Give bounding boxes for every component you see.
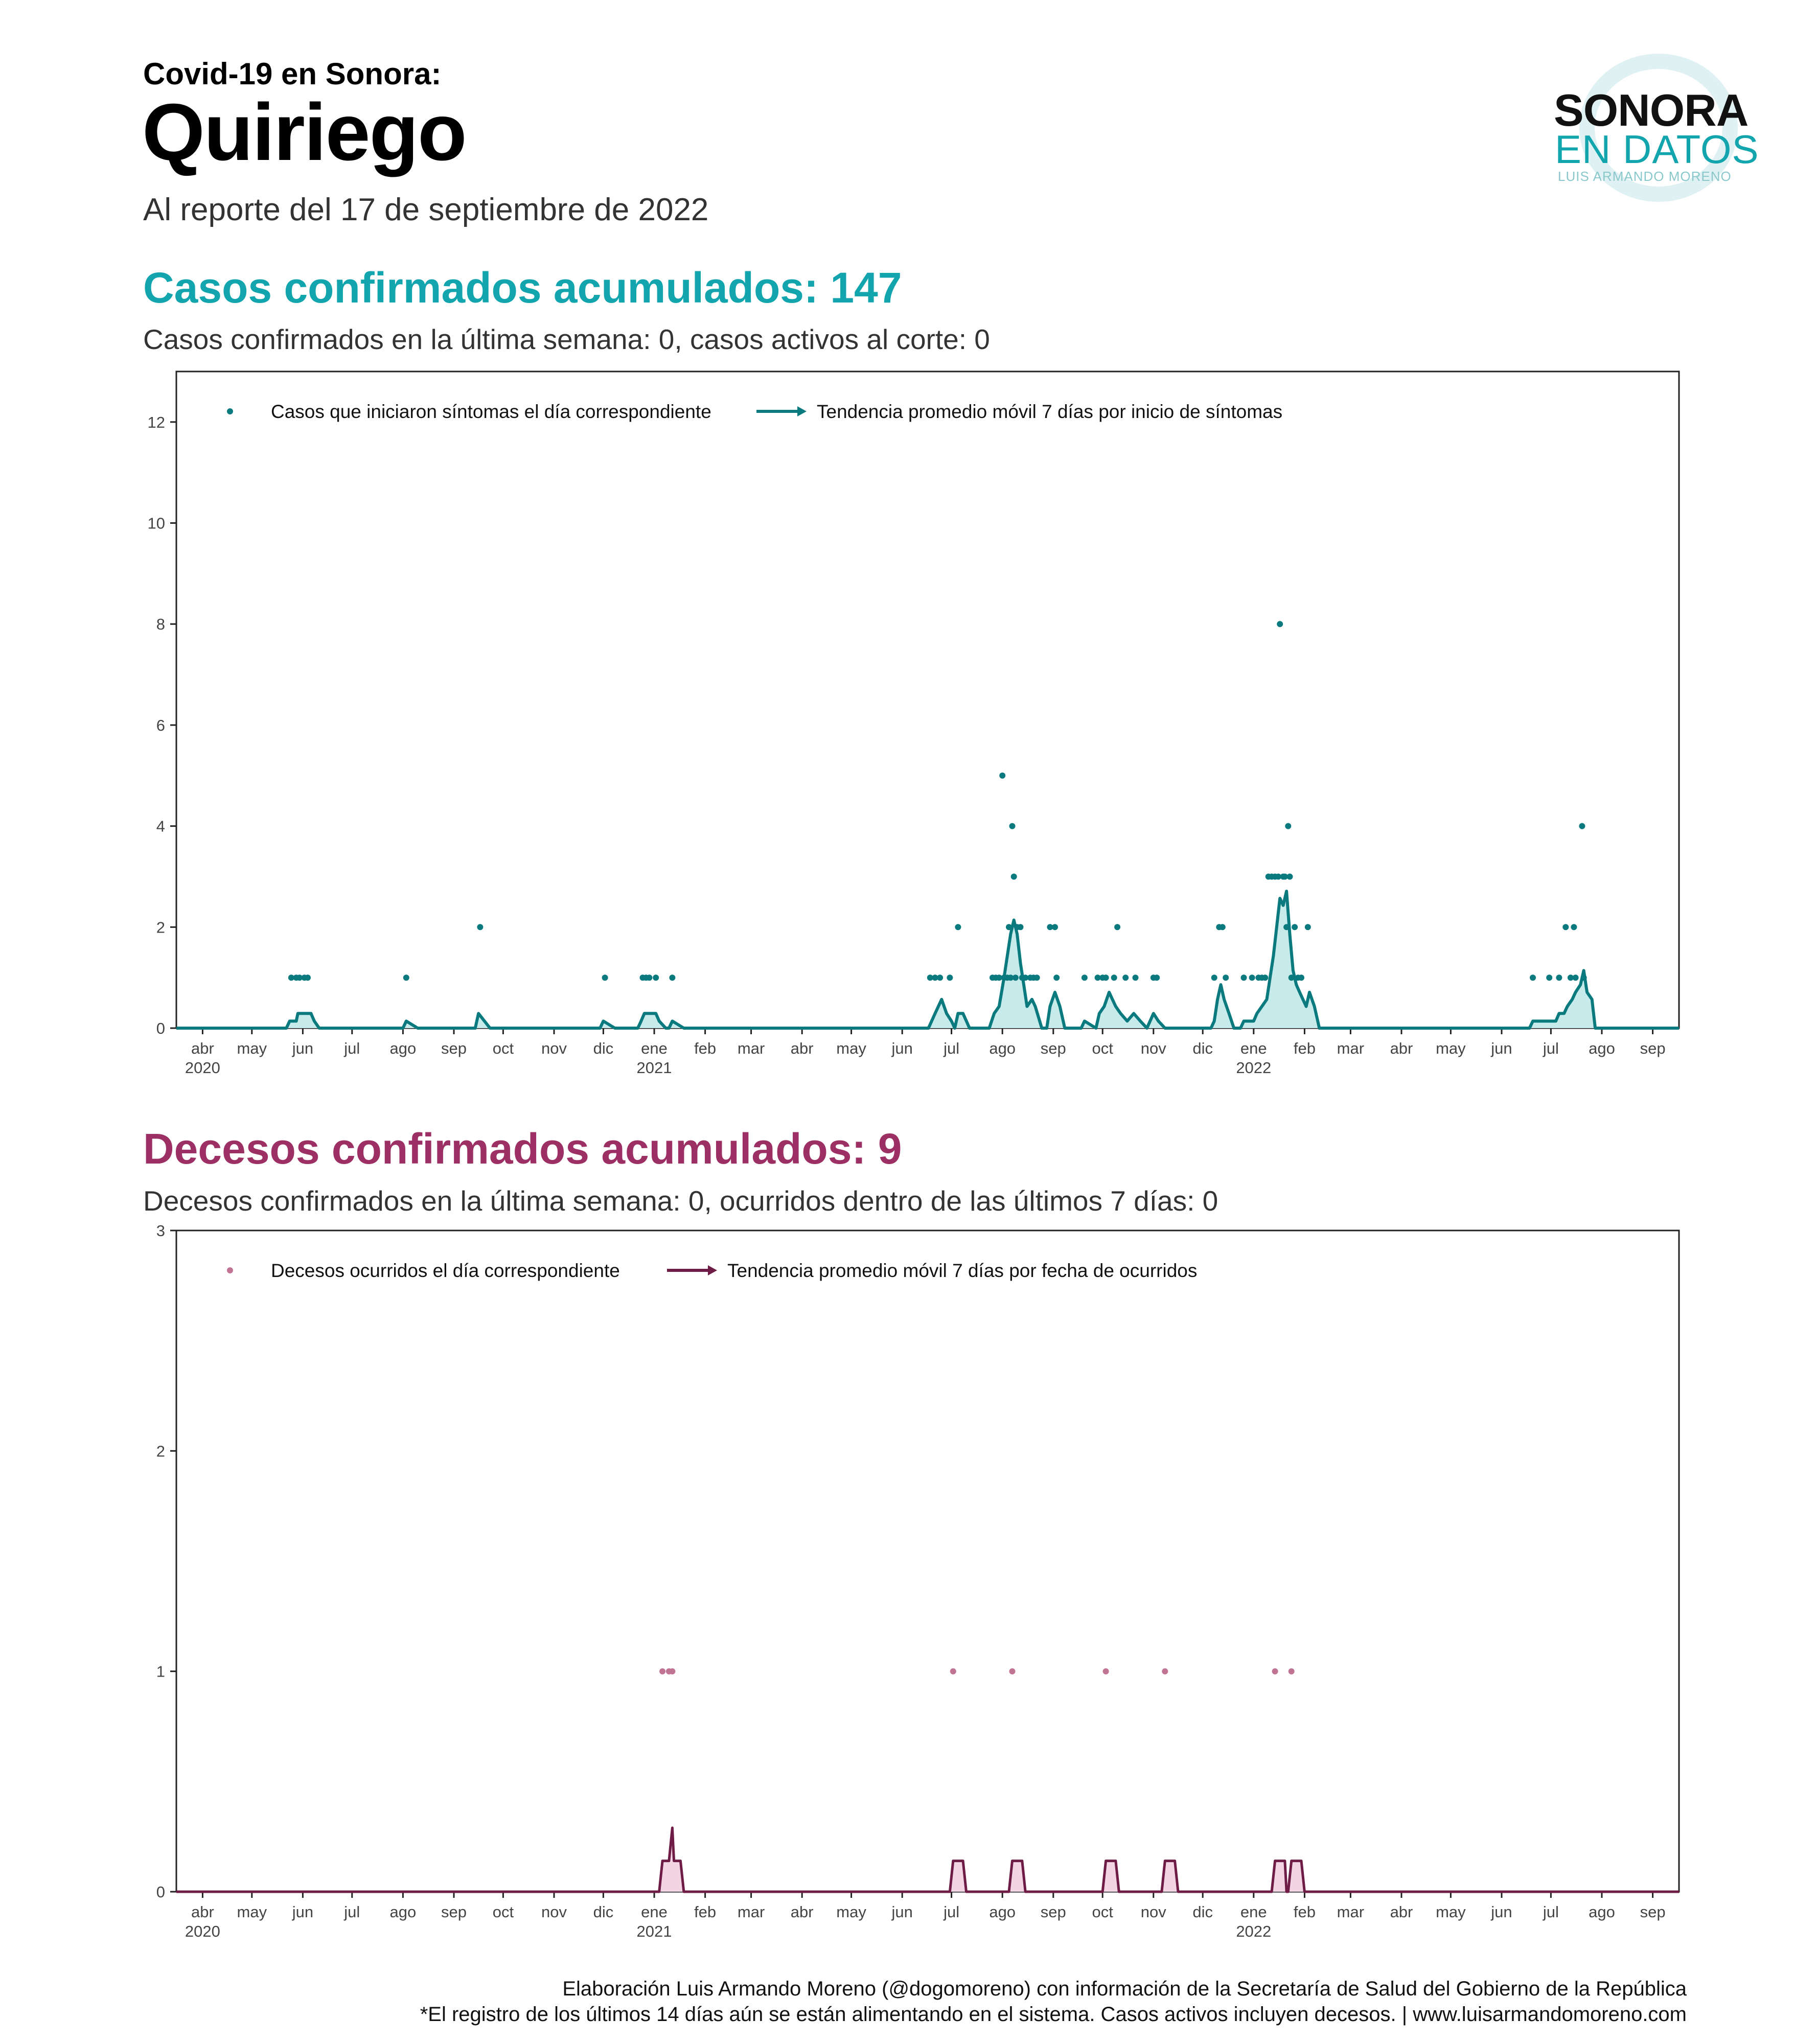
data-point <box>1581 974 1587 981</box>
data-point <box>1154 974 1160 981</box>
deaths-chart <box>0 1216 1817 1952</box>
x-tick-label: jun <box>292 1903 314 1921</box>
data-point <box>1009 1668 1016 1675</box>
x-tick-label: oct <box>1092 1039 1113 1057</box>
x-tick-label: jul <box>944 1903 960 1921</box>
x-tick-label: nov <box>1140 1039 1166 1057</box>
x-tick-label: ago <box>989 1903 1016 1921</box>
x-tick-label: feb <box>1293 1039 1316 1057</box>
report-date: Al reporte del 17 de septiembre de 2022 <box>143 192 709 227</box>
data-point <box>1052 924 1058 930</box>
x-tick-label: jul <box>944 1039 960 1057</box>
data-point <box>1133 974 1139 981</box>
deaths-heading: Decesos confirmados acumulados: 9 <box>143 1125 902 1173</box>
x-tick-label: ene <box>641 1039 668 1057</box>
x-tick-label: jul <box>344 1903 360 1921</box>
data-point <box>1241 974 1247 981</box>
data-point <box>1053 974 1060 981</box>
y-tick-label: 0 <box>156 1883 165 1901</box>
y-tick-label: 1 <box>156 1662 165 1681</box>
data-point <box>1571 924 1577 930</box>
trend-area <box>176 1828 1679 1892</box>
x-tick-label: may <box>1436 1903 1466 1921</box>
x-tick-label: ago <box>389 1903 417 1921</box>
logo-line-2: EN DATOS <box>1555 127 1759 172</box>
x-tick-label: mar <box>737 1903 765 1921</box>
data-point <box>955 924 961 930</box>
x-tick-label: mar <box>1337 1039 1365 1057</box>
legend-point-icon <box>227 1267 233 1273</box>
data-point <box>1211 974 1217 981</box>
x-tick-label: feb <box>694 1039 717 1057</box>
x-tick-label: jun <box>1491 1903 1512 1921</box>
data-point <box>1556 974 1562 981</box>
data-point <box>669 1668 675 1675</box>
x-tick-label: oct <box>1092 1903 1113 1921</box>
data-point <box>1292 924 1298 930</box>
trend-area <box>176 891 1679 1028</box>
x-tick-label: dic <box>1192 1039 1213 1057</box>
x-tick-label: may <box>836 1903 866 1921</box>
plot-frame <box>176 371 1679 1028</box>
data-point <box>1277 621 1283 627</box>
data-point <box>653 974 659 981</box>
y-tick-label: 2 <box>156 1442 165 1460</box>
data-point <box>1009 823 1016 829</box>
x-tick-label: may <box>237 1039 267 1057</box>
data-point <box>1562 924 1569 930</box>
x-tick-label: may <box>836 1039 866 1057</box>
x-tick-label: mar <box>1337 1903 1365 1921</box>
data-point <box>1289 1668 1295 1675</box>
x-tick-label: sep <box>441 1903 467 1921</box>
x-tick-label: feb <box>694 1903 717 1921</box>
data-point <box>1220 924 1226 930</box>
legend-line-label: Tendencia promedio móvil 7 días por inicio de síntomas <box>817 401 1283 422</box>
logo-line-1: SONORA <box>1554 85 1749 135</box>
x-tick-label: abr <box>191 1903 214 1921</box>
x-tick-year-label: 2022 <box>1236 1922 1272 1940</box>
data-point <box>305 974 311 981</box>
y-tick-label: 4 <box>156 817 165 835</box>
data-point <box>669 974 675 981</box>
data-point <box>1262 974 1268 981</box>
x-tick-label: may <box>1436 1039 1466 1057</box>
x-tick-year-label: 2021 <box>636 1059 672 1077</box>
x-tick-label: ago <box>1589 1903 1615 1921</box>
x-tick-label: nov <box>541 1039 567 1057</box>
data-point <box>1272 1668 1278 1675</box>
trend-line <box>176 1828 1679 1892</box>
x-tick-label: oct <box>492 1903 514 1921</box>
x-tick-label: may <box>237 1903 267 1921</box>
x-tick-label: jul <box>1543 1903 1559 1921</box>
legend-arrow-icon <box>708 1265 717 1275</box>
y-tick-label: 0 <box>156 1019 165 1037</box>
legend-points-label: Decesos ocurridos el día correspondiente <box>271 1260 620 1281</box>
data-point <box>1223 974 1229 981</box>
data-point <box>1013 974 1019 981</box>
data-point <box>1034 974 1040 981</box>
x-tick-label: dic <box>593 1903 614 1921</box>
footer-note: *El registro de los últimos 14 días aún se están alimentando en el sistema. Casos activos incluyen decesos. | www.luisarmandomoreno.com <box>420 2003 1687 2026</box>
x-tick-label: ago <box>989 1039 1016 1057</box>
data-point <box>1162 1668 1168 1675</box>
x-tick-label: jun <box>292 1039 314 1057</box>
data-point <box>1082 974 1088 981</box>
deaths-subheading: Decesos confirmados en la última semana: 0, ocurridos dentro de las últimos 7 días: 0 <box>143 1185 1218 1217</box>
data-point <box>999 773 1005 779</box>
data-point <box>1011 874 1017 880</box>
data-point <box>1289 974 1295 981</box>
data-point <box>937 974 943 981</box>
data-point <box>646 974 652 981</box>
logo-line-3: LUIS ARMANDO MORENO <box>1558 169 1732 184</box>
data-point <box>403 974 409 981</box>
x-tick-label: dic <box>1192 1903 1213 1921</box>
x-tick-year-label: 2020 <box>185 1922 220 1940</box>
data-point <box>1111 974 1117 981</box>
data-point <box>1285 823 1291 829</box>
data-point <box>1573 974 1579 981</box>
data-point <box>950 1668 956 1675</box>
x-tick-label: abr <box>1390 1039 1413 1057</box>
data-point <box>602 974 608 981</box>
cases-subheading: Casos confirmados en la última semana: 0, casos activos al corte: 0 <box>143 323 990 355</box>
y-tick-label: 2 <box>156 918 165 937</box>
data-point <box>1283 924 1290 930</box>
cases-heading: Casos confirmados acumulados: 147 <box>143 264 902 312</box>
trend-line <box>176 891 1679 1028</box>
data-point <box>1287 874 1293 880</box>
plot-frame <box>176 1230 1679 1892</box>
legend-points-label: Casos que iniciaron síntomas el día correspondiente <box>271 401 711 422</box>
y-tick-label: 3 <box>156 1222 165 1240</box>
x-tick-label: ene <box>1240 1903 1267 1921</box>
x-tick-label: ago <box>389 1039 417 1057</box>
data-point <box>1114 924 1120 930</box>
legend-line-label: Tendencia promedio móvil 7 días por fecha de ocurridos <box>727 1260 1198 1281</box>
x-tick-label: jun <box>891 1903 913 1921</box>
x-tick-label: ene <box>1240 1039 1267 1057</box>
data-point <box>1530 974 1536 981</box>
x-tick-label: sep <box>1640 1903 1666 1921</box>
x-tick-label: ago <box>1589 1039 1615 1057</box>
page-title: Quiriego <box>142 87 466 177</box>
x-tick-label: jun <box>1491 1039 1512 1057</box>
x-tick-label: dic <box>593 1039 614 1057</box>
data-point <box>1305 924 1311 930</box>
y-tick-label: 10 <box>147 514 165 532</box>
x-tick-year-label: 2020 <box>185 1059 220 1077</box>
data-point <box>1103 1668 1109 1675</box>
x-tick-label: oct <box>492 1039 514 1057</box>
data-point <box>477 924 483 930</box>
x-tick-label: ene <box>641 1903 668 1921</box>
data-point <box>1018 924 1024 930</box>
sonora-en-datos-logo <box>1549 43 1759 207</box>
data-point <box>1546 974 1552 981</box>
x-tick-label: feb <box>1293 1903 1316 1921</box>
x-tick-label: abr <box>790 1039 814 1057</box>
x-tick-year-label: 2021 <box>636 1922 672 1940</box>
page-pretitle: Covid-19 en Sonora: <box>143 57 442 91</box>
x-tick-label: nov <box>541 1903 567 1921</box>
x-tick-year-label: 2022 <box>1236 1059 1272 1077</box>
data-point <box>1006 924 1012 930</box>
x-tick-label: nov <box>1140 1903 1166 1921</box>
x-tick-label: abr <box>790 1903 814 1921</box>
x-tick-label: sep <box>441 1039 467 1057</box>
data-point <box>1103 974 1109 981</box>
x-tick-label: mar <box>737 1039 765 1057</box>
cases-chart <box>0 358 1817 1083</box>
x-tick-label: jun <box>891 1039 913 1057</box>
data-point <box>1298 974 1304 981</box>
x-tick-label: jul <box>344 1039 360 1057</box>
x-tick-label: abr <box>1390 1903 1413 1921</box>
x-tick-label: sep <box>1040 1903 1066 1921</box>
y-tick-label: 6 <box>156 716 165 734</box>
data-point <box>947 974 953 981</box>
x-tick-label: abr <box>191 1039 214 1057</box>
data-point <box>659 1668 665 1675</box>
x-tick-label: jul <box>1543 1039 1559 1057</box>
data-point <box>1249 974 1255 981</box>
footer-credit: Elaboración Luis Armando Moreno (@dogomoreno) con información de la Secretaría de Salud del Gobierno de la República <box>562 1978 1687 2000</box>
data-point <box>1122 974 1129 981</box>
data-point <box>1579 823 1585 829</box>
y-tick-label: 8 <box>156 615 165 634</box>
x-tick-label: sep <box>1640 1039 1666 1057</box>
legend-point-icon <box>227 408 233 414</box>
legend-arrow-icon <box>797 406 807 416</box>
x-tick-label: sep <box>1040 1039 1066 1057</box>
y-tick-label: 12 <box>147 413 165 431</box>
